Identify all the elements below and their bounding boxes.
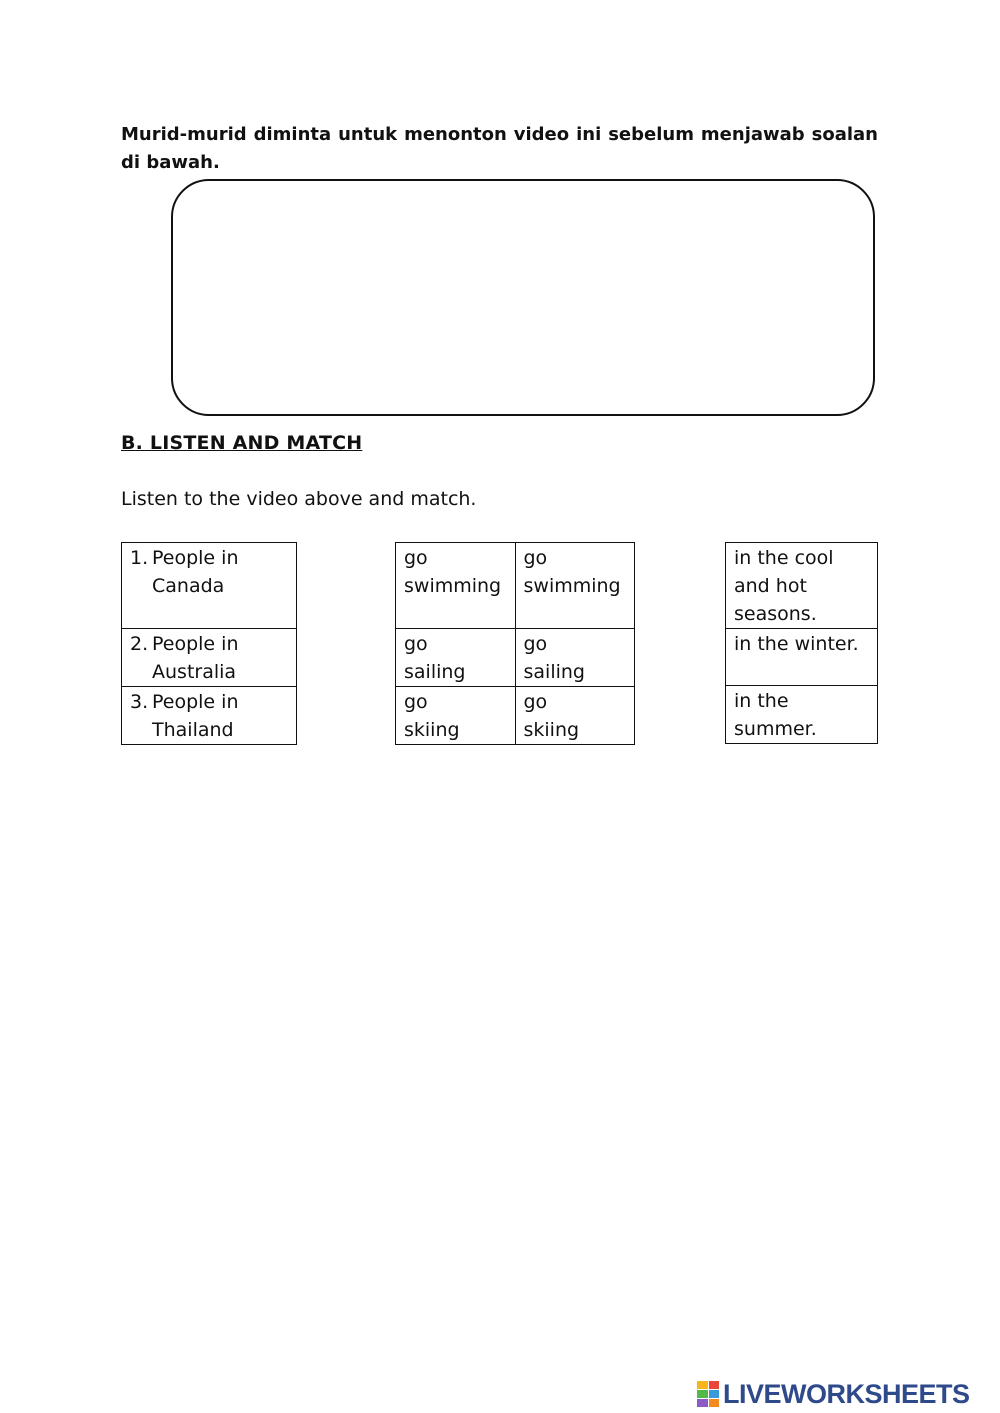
season-text: and hot xyxy=(734,575,807,597)
seasons-table xyxy=(725,542,878,744)
activity-text: swimming xyxy=(404,575,502,597)
activities-table xyxy=(395,542,635,745)
table-row xyxy=(726,543,878,629)
activity-cell[interactable] xyxy=(515,543,635,629)
people-cell[interactable] xyxy=(122,543,297,629)
people-text: People in xyxy=(152,547,239,569)
logo-block xyxy=(697,1381,708,1389)
activity-text: swimming xyxy=(523,575,621,597)
activity-cell[interactable] xyxy=(515,629,635,687)
table-row xyxy=(726,686,878,744)
table-row xyxy=(122,543,297,629)
activity-text: sailing xyxy=(404,661,466,683)
table-row xyxy=(122,687,297,745)
activity-text: skiing xyxy=(404,719,460,741)
season-text: summer. xyxy=(734,718,817,740)
logo-block xyxy=(709,1381,720,1389)
activity-cell[interactable] xyxy=(396,543,516,629)
logo-block xyxy=(709,1390,720,1398)
activity-text: go xyxy=(523,633,548,655)
people-table xyxy=(121,542,297,745)
people-text: Thailand xyxy=(152,719,234,741)
people-text: Canada xyxy=(152,575,225,597)
season-text: in the winter. xyxy=(734,633,859,655)
logo-block xyxy=(697,1399,708,1407)
logo-block xyxy=(709,1399,720,1407)
activity-text: go xyxy=(523,691,548,713)
logo-mark-icon xyxy=(697,1381,719,1407)
table-row xyxy=(396,543,635,629)
item-number: 1. xyxy=(130,547,149,569)
item-number: 2. xyxy=(130,633,149,655)
season-text: seasons. xyxy=(734,603,817,625)
logo-text: LIVEWORKSHEETS xyxy=(723,1378,970,1409)
section-subtitle: Listen to the video above and match. xyxy=(121,488,477,510)
logo-block xyxy=(697,1390,708,1398)
table-row xyxy=(726,629,878,686)
table-row xyxy=(122,629,297,687)
video-placeholder[interactable] xyxy=(171,179,875,416)
activity-text: go xyxy=(404,633,428,655)
section-title: B. LISTEN AND MATCH xyxy=(121,432,363,454)
season-text: in the cool xyxy=(734,547,834,569)
activity-cell[interactable] xyxy=(515,687,635,745)
item-number: 3. xyxy=(130,691,149,713)
season-cell[interactable] xyxy=(726,629,878,686)
season-text: in the xyxy=(734,690,789,712)
activity-text: go xyxy=(404,547,428,569)
table-row xyxy=(396,629,635,687)
activity-text: sailing xyxy=(523,661,585,683)
people-cell[interactable] xyxy=(122,629,297,687)
activity-cell[interactable] xyxy=(396,687,516,745)
liveworksheets-logo[interactable] xyxy=(697,1379,970,1409)
people-text: People in xyxy=(152,633,239,655)
people-text: Australia xyxy=(152,661,237,683)
table-row xyxy=(396,687,635,745)
people-cell[interactable] xyxy=(122,687,297,745)
season-cell[interactable] xyxy=(726,543,878,629)
instruction-text: Murid-murid diminta untuk menonton video ini sebelum menjawab soalan di bawah. xyxy=(121,124,878,173)
season-cell[interactable] xyxy=(726,686,878,744)
activity-text: go xyxy=(523,547,548,569)
activity-cell[interactable] xyxy=(396,629,516,687)
activity-text: skiing xyxy=(523,719,580,741)
people-text: People in xyxy=(152,691,239,713)
activity-text: go xyxy=(404,691,428,713)
